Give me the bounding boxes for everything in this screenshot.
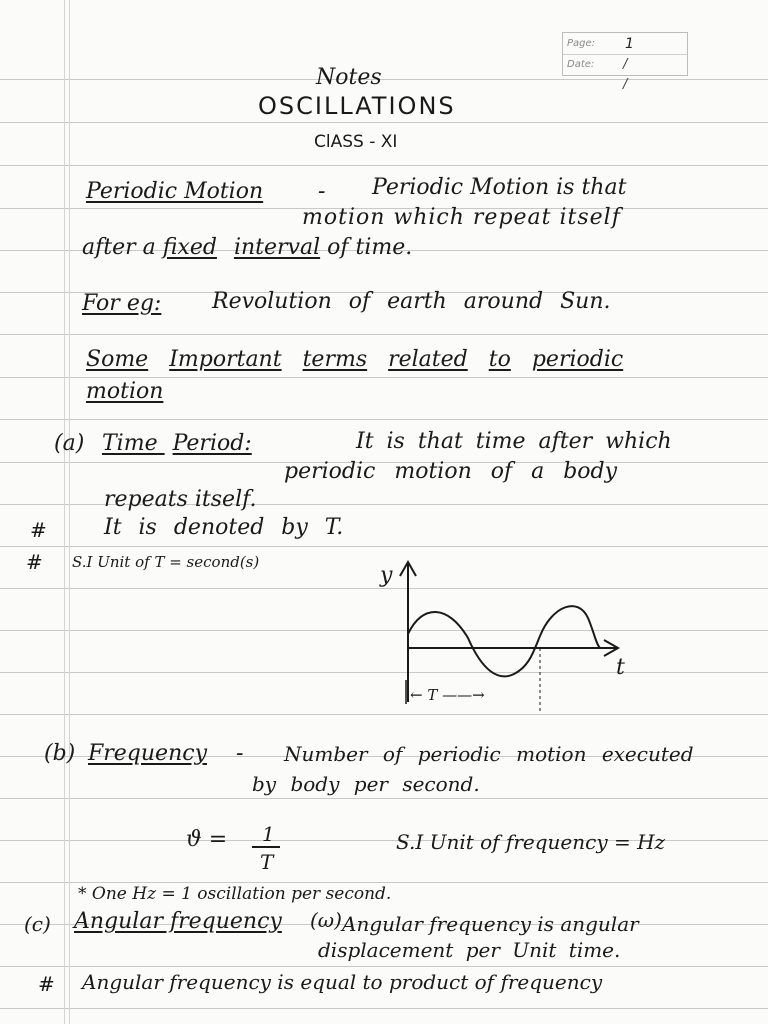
periodic-motion-term: Periodic Motion xyxy=(86,179,264,204)
definition-line: Periodic Motion is that xyxy=(372,175,627,200)
interval-word: interval xyxy=(233,235,321,260)
notes-heading: Notes xyxy=(316,65,382,90)
date-label: Date: / / xyxy=(567,55,594,75)
page-label: Page: 1 xyxy=(567,36,634,52)
example-text: Revolution of earth around Sun. xyxy=(212,289,611,314)
definition-line: periodic motion of a body xyxy=(284,459,618,484)
hash-marker: # xyxy=(38,972,55,996)
hash-marker: # xyxy=(26,550,43,574)
dash: - xyxy=(318,179,326,204)
angular-frequency-term: Angular frequency xyxy=(74,909,282,934)
formula-lhs: ϑ = xyxy=(186,827,228,852)
section-heading-cont: motion xyxy=(86,379,164,404)
note-line: Angular frequency is equal to product of frequency xyxy=(82,970,603,994)
time-period-term: Time Period: xyxy=(102,431,252,456)
definition-line: by body per second. xyxy=(252,772,480,796)
definition-line: after a fixed interval of time. xyxy=(82,235,413,260)
page-date-box xyxy=(562,32,688,92)
si-unit-frequency: S.I Unit of frequency = Hz xyxy=(396,830,666,854)
section-heading: Some Important terms related to periodic xyxy=(86,347,624,372)
item-marker: (c) xyxy=(24,912,51,936)
definition-line: Number of periodic motion executed xyxy=(284,742,694,766)
class-label: ClASS - XI xyxy=(314,132,398,152)
page-number: 1 xyxy=(625,36,634,52)
sine-curve xyxy=(408,606,600,676)
y-axis-label: y xyxy=(380,563,393,588)
formula-numerator: 1 xyxy=(262,822,275,846)
note-line: S.I Unit of T = second(s) xyxy=(72,553,260,571)
formula-denominator: T xyxy=(260,850,274,874)
margin-line xyxy=(64,0,65,1024)
item-marker: (b) xyxy=(44,741,76,766)
definition-line: Angular frequency is angular xyxy=(342,912,639,936)
sine-wave-graph xyxy=(360,552,640,716)
item-marker: (a) xyxy=(54,431,85,456)
definition-line: displacement per Unit time. xyxy=(318,938,621,962)
page-title: OSCILLATIONS xyxy=(258,92,456,120)
frequency-term: Frequency xyxy=(88,741,207,766)
definition-line: motion which repeat itself xyxy=(302,205,621,230)
date-value: / / xyxy=(623,57,634,92)
note-line: * One Hz = 1 oscillation per second. xyxy=(78,884,392,904)
definition-line: It is that time after which xyxy=(356,429,672,454)
dash: - xyxy=(236,741,244,766)
fraction-bar xyxy=(252,846,280,848)
example-label: For eg: xyxy=(82,291,162,316)
period-label: ← T ——→ xyxy=(410,686,485,704)
omega-symbol: (ω) xyxy=(310,908,342,932)
margin-line xyxy=(69,0,70,1024)
x-axis-label: t xyxy=(616,655,625,680)
fixed-word: fixed xyxy=(162,235,217,260)
definition-line: repeats itself. xyxy=(104,487,257,512)
note-line: It is denoted by T. xyxy=(104,515,344,540)
hash-marker: # xyxy=(30,518,47,542)
